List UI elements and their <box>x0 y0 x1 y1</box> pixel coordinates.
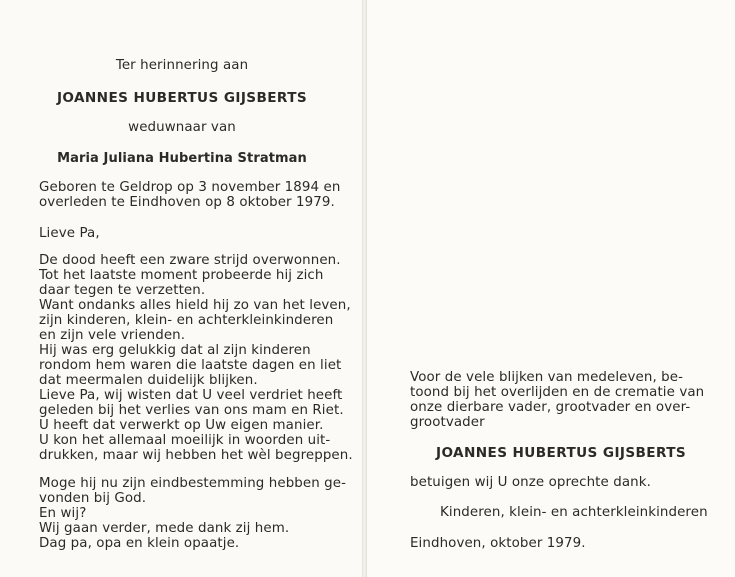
body-line: U heeft dat verwerkt op Uw eigen manier. <box>39 418 324 433</box>
body-line: geleden bij het verlies van ons mam en Riet. <box>39 403 344 418</box>
birth-line: Geboren te Geldrop op 3 november 1894 en <box>39 180 341 195</box>
thanks-line: toond bij het overlijden en de crematie van <box>410 385 705 400</box>
closing-line: vonden bij God. <box>39 491 147 506</box>
body-line: U kon het allemaal moeilijk in woorden uit- <box>39 433 331 448</box>
body-line: drukken, maar wij hebben het wèl begreppen. <box>39 448 353 463</box>
closing-line: Dag pa, opa en klein opaatje. <box>39 536 240 551</box>
closing-line: Moge hij nu zijn eindbestemming hebben ge- <box>39 476 347 491</box>
body-line: Want ondanks alles hield hij zo van het leven, <box>39 298 351 313</box>
body-line: Lieve Pa, wij wisten dat U veel verdriet heeft <box>39 388 343 403</box>
thanks-line: Voor de vele blijken van medeleven, be- <box>410 370 684 385</box>
body-line: en zijn vele vrienden. <box>39 328 186 343</box>
thanks-line: onze dierbare vader, grootvader en over- <box>410 400 691 415</box>
salutation: Lieve Pa, <box>39 226 100 241</box>
deceased-name: JOANNES HUBERTUS GIJSBERTS <box>56 90 308 106</box>
gratitude-line: betuigen wij U onze oprechte dank. <box>410 475 651 490</box>
place-date-line: Eindhoven, oktober 1979. <box>410 536 586 551</box>
card-fold <box>362 0 367 577</box>
body-line: Hij was erg gelukkig dat al zijn kinderen <box>39 343 311 358</box>
closing-line: En wij? <box>39 506 87 521</box>
widower-of-line: weduwnaar van <box>128 120 236 135</box>
spouse-name: Maria Juliana Hubertina Stratman <box>57 151 307 166</box>
deceased-name-right: JOANNES HUBERTUS GIJSBERTS <box>436 445 687 461</box>
body-line: dat meermalen duidelijk blijken. <box>39 373 258 388</box>
body-line: De dood heeft een zware strijd overwonnen. <box>39 253 341 268</box>
closing-line: Wij gaan verder, mede dank zij hem. <box>39 521 290 536</box>
death-line: overleden te Eindhoven op 8 oktober 1979. <box>39 195 335 210</box>
in-memory-line: Ter herinnering aan <box>115 58 249 73</box>
body-line: Tot het laatste moment probeerde hij zich <box>39 268 324 283</box>
body-line: daar tegen te verzetten. <box>39 283 206 298</box>
thanks-line: grootvader <box>410 415 485 430</box>
body-line: rondom hem waren die laatste dagen en liet <box>39 358 342 373</box>
family-line: Kinderen, klein- en achterkleinkinderen <box>440 505 708 520</box>
body-line: zijn kinderen, klein- en achterkleinkinderen <box>39 313 334 328</box>
